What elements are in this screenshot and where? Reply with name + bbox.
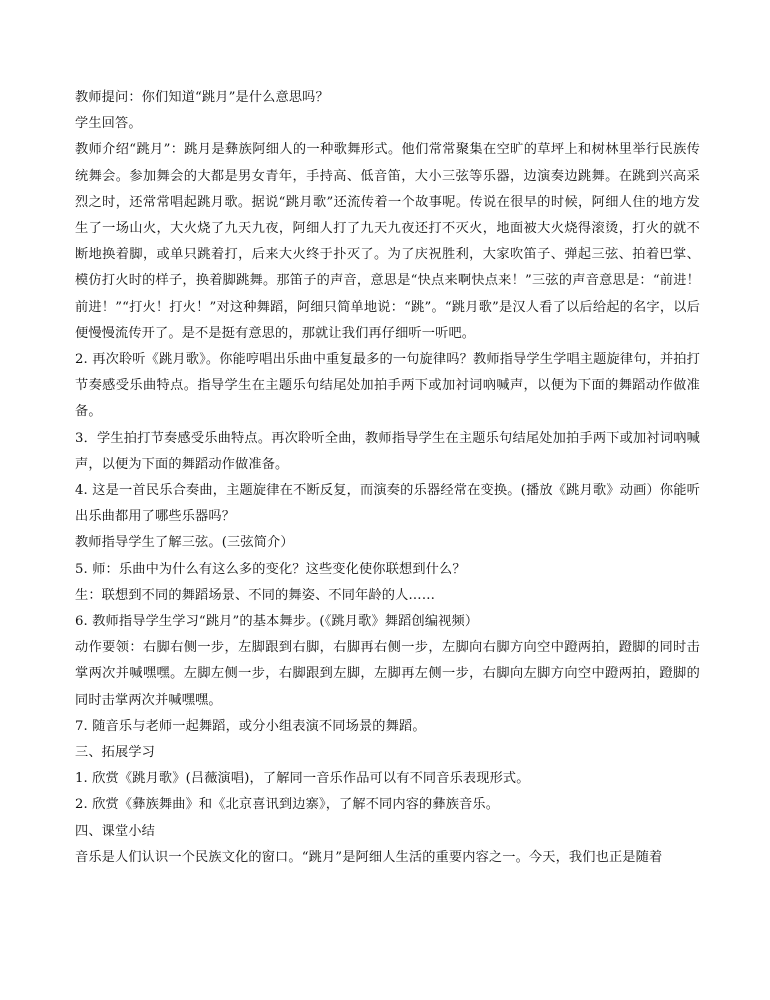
document-page <box>75 85 700 871</box>
paragraph-step-2: 2. 再次聆听《跳月歌》。你能哼唱出乐曲中重复最多的一句旋律吗？教师指导学生学唱主题旋律句，并拍打节奏感受乐曲特点。指导学生在主题乐句结尾处加拍手两下或加衬词吶喊声，以便为下面的舞蹈动作做准备。 <box>75 352 700 420</box>
paragraph-step-5: 5. 师：乐曲中为什么有这么多的变化？这些变化使你联想到什么？ <box>75 561 466 577</box>
paragraph-step-6: 6. 教师指导学生学习“跳月”的基本舞步。(《跳月歌》舞蹈创编视频） <box>75 614 479 630</box>
paragraph-step-4: 4. 这是一首民乐合奏曲，主题旋律在不断反复，而演奏的乐器经常在变换。(播放《跳月歌》动画）你能听出乐曲都用了哪些乐器吗？ <box>75 483 700 525</box>
paragraph-step-7: 7. 随音乐与老师一起舞蹈，或分小组表演不同场景的舞蹈。 <box>75 718 426 734</box>
paragraph-sanxian: 教师指导学生了解三弦。(三弦简介） <box>75 535 294 551</box>
paragraph-summary: 音乐是人们认识一个民族文化的窗口。“跳月”是阿细人生活的重要内容之一。今天，我们也正是随着 <box>75 849 663 865</box>
section-heading-extension: 三、拓展学习 <box>75 745 156 761</box>
paragraph-extension-1: 1. 欣赏《跳月歌》(吕薇演唱)，了解同一音乐作品可以有不同音乐表现形式。 <box>75 771 530 787</box>
paragraph-dance-steps: 动作要领：右脚右侧一步，左脚跟到右脚，右脚再右侧一步，左脚向右脚方向空中蹬两拍，蹬脚的同时击掌两次并喊嘿嘿。左脚左侧一步，右脚跟到左脚，左脚再左侧一步，右脚向左脚方向空中蹬两拍，蹬脚的同时击掌两次并喊嘿嘿。 <box>75 640 700 708</box>
section-heading-summary: 四、课堂小结 <box>75 823 156 839</box>
paragraph-step-3: 3．学生拍打节奏感受乐曲特点。再次聆听全曲，教师指导学生在主题乐句结尾处加拍手两下或加衬词吶喊声，以便为下面的舞蹈动作做准备。 <box>75 430 700 472</box>
paragraph-student-answer: 学生回答。 <box>75 116 142 132</box>
paragraph-tiaoyue-intro: 教师介绍“跳月”：跳月是彝族阿细人的一种歌舞形式。他们常常聚集在空旷的草坪上和树林里举行民族传统舞会。参加舞会的大都是男女青年，手持高、低音笛，大小三弦等乐器，边演奏边跳舞。在跳到兴高采烈之时，还常常唱起跳月歌。据说“跳月歌”还流传着一个故事呢。传说在很早的时候，阿细人住的地方发生了一场山火，大火烧了九天九夜，阿细人打了九天九夜还打不灭火，地面被大火烧得滚烫，打火的就不断地换着脚，或单只跳着打，后来大火终于扑灭了。为了庆祝胜利，大家吹笛子、弹起三弦、拍着巴掌、模仿打火时的样子，换着脚跳舞。那笛子的声音，意思是“快点来啊快点来！”三弦的声音意思是：“前进！前进！”“打火！打火！”对这种舞蹈，阿细只简单地说：“跳”。“跳月歌”是汉人看了以后给起的名字，以后便慢慢流传开了。是不是挺有意思的，那就让我们再仔细听一听吧。 <box>75 142 700 341</box>
paragraph-extension-2: 2. 欣赏《彝族舞曲》和《北京喜讯到边寨》，了解不同内容的彝族音乐。 <box>75 797 500 813</box>
paragraph-teacher-question: 教师提问：你们知道“跳月”是什么意思吗？ <box>75 90 329 105</box>
paragraph-student-response: 生：联想到不同的舞蹈场景、不同的舞姿、不同年龄的人…… <box>75 587 436 603</box>
